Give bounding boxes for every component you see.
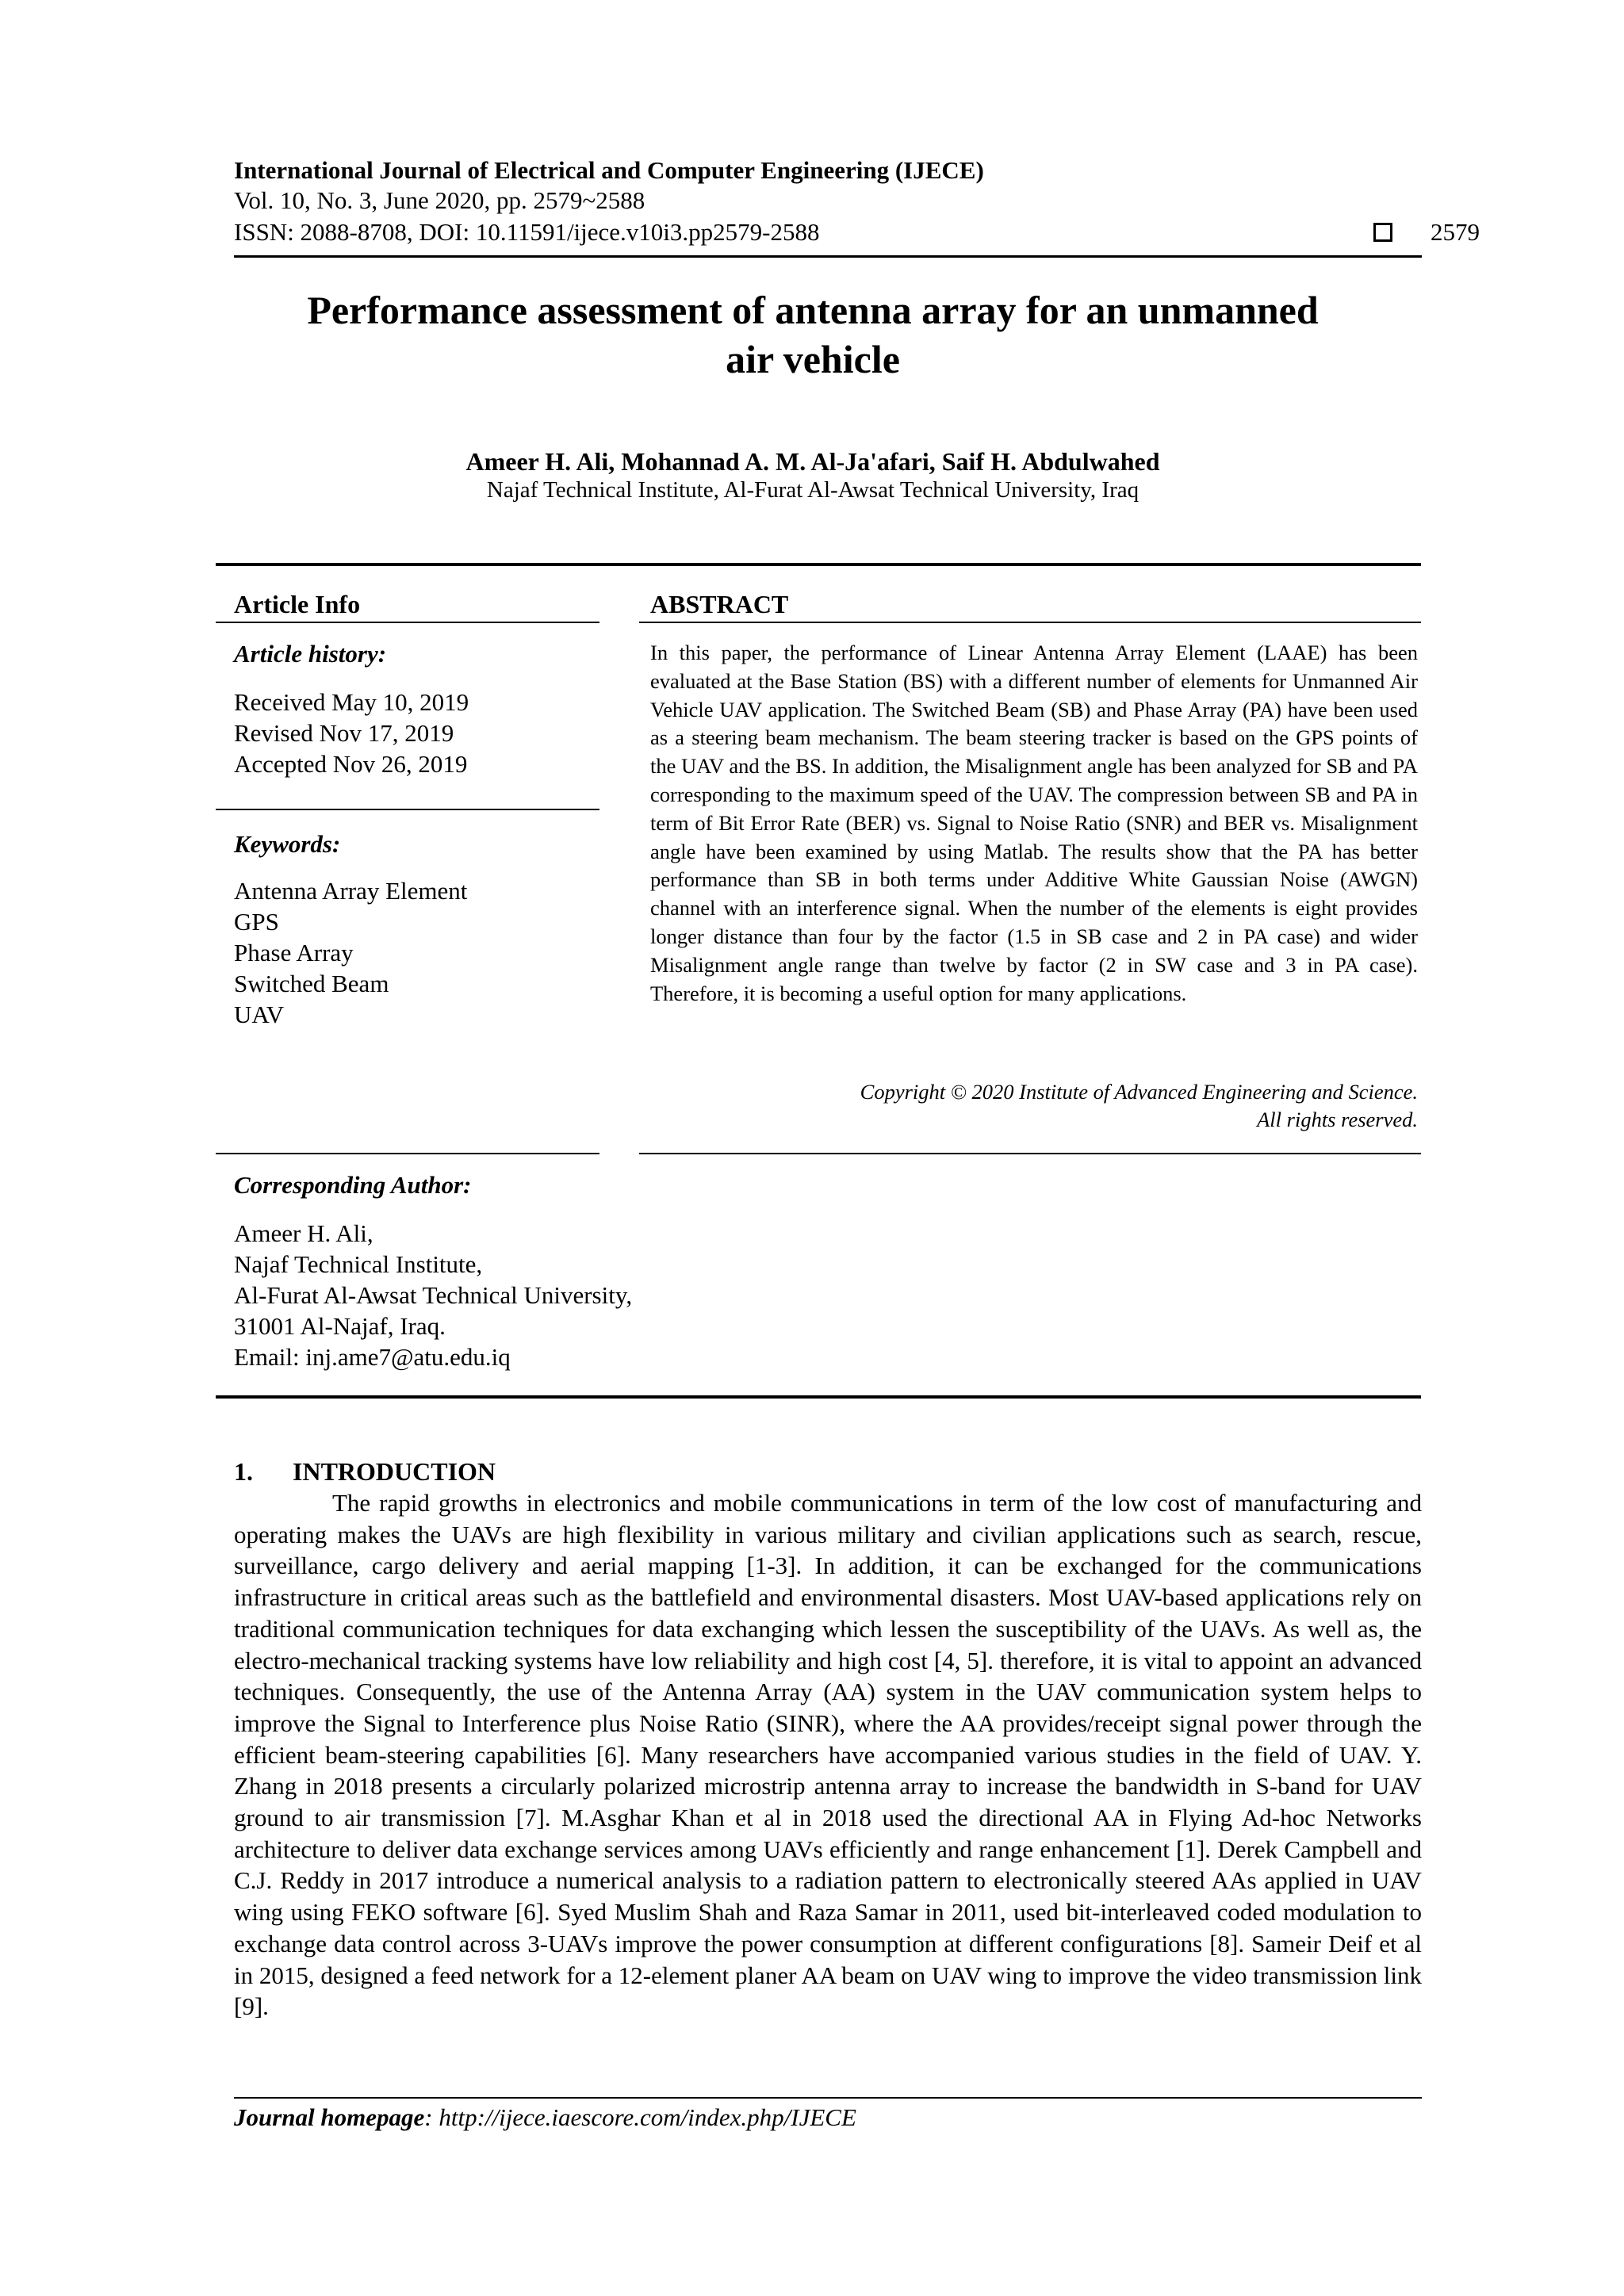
keyword-item: Switched Beam [234, 970, 389, 997]
info-box-bottom-rule [216, 1395, 1421, 1399]
history-accepted: Accepted Nov 26, 2019 [234, 750, 468, 778]
keywords-rule [216, 1153, 599, 1154]
volume-line: Vol. 10, No. 3, June 2020, pp. 2579~2588 [234, 186, 645, 214]
introduction-heading [234, 1456, 496, 1487]
keyword-item: UAV [234, 1001, 285, 1028]
homepage-url[interactable]: : http://ijece.iaescore.com/index.php/IJECE [424, 2103, 856, 2131]
header-rule [234, 255, 1422, 258]
keywords-heading: Keywords: [234, 830, 341, 858]
abstract-heading: ABSTRACT [650, 590, 789, 618]
corresponding-address: 31001 Al-Najaf, Iraq. [234, 1312, 446, 1340]
corresponding-institute: Najaf Technical Institute, [234, 1250, 483, 1278]
keywords-list [234, 875, 467, 1030]
section-number: 1. [234, 1457, 253, 1486]
title-line-2: air vehicle [726, 337, 900, 381]
journal-homepage [234, 2103, 856, 2133]
author-list: Ameer H. Ali, Mohannad A. M. Al-Ja'afari, Saif H. Abdulwahed [465, 447, 1160, 476]
corresponding-name: Ameer H. Ali, [234, 1219, 373, 1247]
issn-line: ISSN: 2088-8708, DOI: 10.11591/ijece.v10i3.pp2579-2588 [234, 218, 820, 246]
paper-title [190, 285, 1435, 384]
title-line-1: Performance assessment of antenna array for an unmanned [307, 288, 1319, 332]
history-heading: Article history: [234, 640, 387, 668]
history-received: Received May 10, 2019 [234, 688, 469, 716]
affiliation: Najaf Technical Institute, Al-Furat Al-Awsat Technical University, Iraq [486, 477, 1139, 503]
keyword-item: Phase Array [234, 939, 354, 966]
copyright-line-1: Copyright © 2020 Institute of Advanced Engineering and Science. [860, 1080, 1418, 1104]
introduction-text: The rapid growths in electronics and mobile communications in term of the low cost of manufacturing and operating makes the UAVs are high flexibility in various military and civilian applications such as search, rescue, surveillance, cargo delivery and aerial mapping [1-3]. In addition, it can be exchanged for the communications infrastructure in critical areas such as the battlefield and environmental disasters. Most UAV-based applications rely on traditional communication techniques for data exchanging which lessen the susceptibility of the UAVs. As well as, the electro-mechanical tracking systems have low reliability and high cost [4, 5]. therefore, it is vital to appoint an advanced techniques. Consequently, the use of the Antenna Array (AA) system in the UAV communication system helps to improve the Signal to Interference plus Noise Ratio (SINR), where the AA provides/receipt signal power through the efficient beam-steering capabilities [6]. Many researchers have accompanied various studies in the field of UAV. Y. Zhang in 2018 presents a circularly polarized microstrip antenna array to increase the bandwidth in S-band for UAV ground to air transmission [7]. M.Asghar Khan et al in 2018 used the directional AA in Flying Ad-hoc Networks architecture to deliver data exchange services among UAVs efficiently and range enhancement [1]. Derek Campbell and C.J. Reddy in 2017 introduce a numerical analysis to a radiation pattern to electronically steered AAs applied in UAV wing using FEKO software [6]. Syed Muslim Shah and Raza Samar in 2011, used bit-interleaved coded modulation to exchange data control across 3-UAVs improve the power consumption at different configurations [8]. Sameir Deif et al in 2015, designed a feed network for a 12-element planer AA beam on UAV wing to improve the video transmission link [9]. [234, 1489, 1422, 2021]
footer-rule [234, 2097, 1422, 2099]
homepage-label: Journal homepage [234, 2103, 425, 2131]
history-revised: Revised Nov 17, 2019 [234, 719, 454, 747]
history-list [234, 687, 469, 779]
article-info-rule [216, 622, 599, 623]
corresponding-details [234, 1218, 632, 1372]
page-number-block [1373, 217, 1480, 247]
abstract-heading-rule [639, 622, 1421, 623]
history-rule [216, 809, 599, 810]
keyword-item: GPS [234, 908, 279, 936]
corresponding-university: Al-Furat Al-Awsat Technical University, [234, 1281, 633, 1309]
corresponding-email: Email: inj.ame7@atu.edu.iq [234, 1343, 511, 1371]
page-number: 2579 [1431, 218, 1480, 246]
copyright-line-2: All rights reserved. [1257, 1108, 1418, 1131]
checkbox-square-icon [1373, 223, 1392, 242]
keyword-item: Antenna Array Element [234, 877, 468, 905]
article-info-heading: Article Info [234, 590, 361, 618]
abstract-text: In this paper, the performance of Linear Antenna Array Element (LAAE) has been evaluated at the Base Station (BS) with a different number of elements for Unmanned Air Vehicle UAV application. The Switched Beam (SB) and Phase Array (PA) have been used as a steering beam mechanism. The beam steering tracker is based on the GPS points of the UAV and the BS. In addition, the Misalignment angle has been analyzed for SB and PA corresponding to the maximum speed of the UAV. The compression between SB and PA in term of Bit Error Rate (BER) vs. Signal to Noise Ratio (SNR) and BER vs. Misalignment angle have been examined by using Matlab. The results show that the PA has better performance than SB in both terms under Additive White Gaussian Noise (AWGN) channel with an interference signal. When the number of the elements is eight provides longer distance than four by the factor (1.5 in SB case and 2 in PA case) and wider Misalignment angle range than twelve by factor (2 in SW case and 3 in PA case). Therefore, it is becoming a useful option for many applications. [650, 641, 1418, 1005]
introduction-paragraph [234, 1487, 1422, 2022]
corresponding-heading: Corresponding Author: [234, 1171, 472, 1199]
abstract-bottom-rule [639, 1153, 1421, 1154]
info-box-top-rule [216, 563, 1421, 566]
section-title: INTRODUCTION [293, 1457, 496, 1486]
journal-name: International Journal of Electrical and Computer Engineering (IJECE) [234, 156, 984, 184]
copyright-notice [650, 1078, 1418, 1134]
